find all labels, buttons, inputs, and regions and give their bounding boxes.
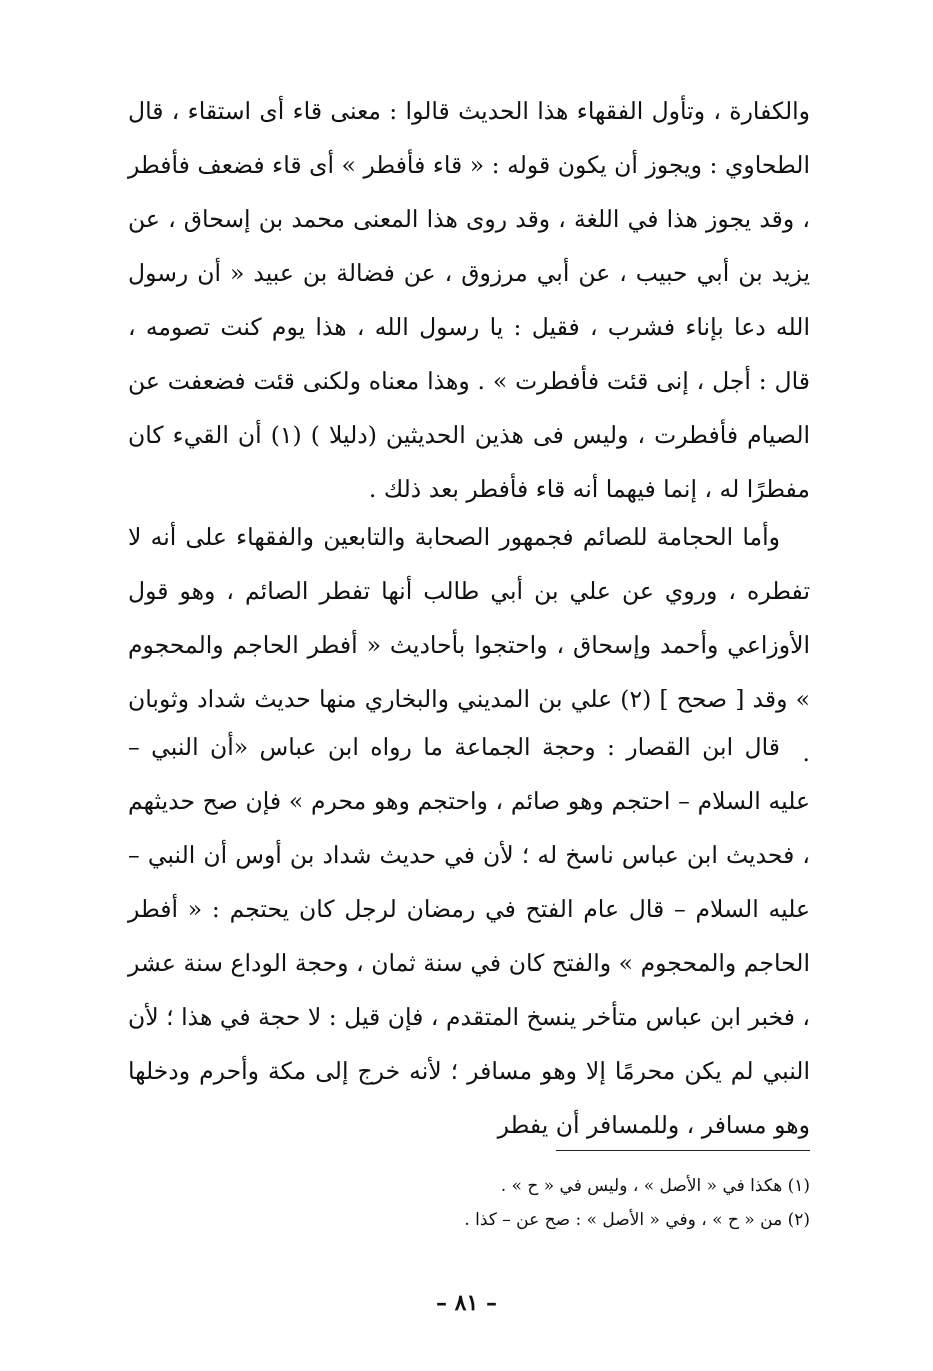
body-paragraph-1: والكفارة ، وتأول الفقهاء هذا الحديث قالوا : معنى قاء أى استقاء ، قال الطحاوي : ويجوز أن يكون قوله : « قاء فأفطر » أى قاء فضعف فأفطر ، وقد يجوز هذا في اللغة ، وقد روى هذا المعنى محمد بن إسحاق ، عن يزيد بن أبي حبيب ، عن أبي مرزوق ، عن فضالة بن عبيد « أن رسول الله دعا بإناء فشرب ، فقيل : يا رسول الله ، هذا يوم كنت تصومه ، قال : أجل ، إنى قئت فأفطرت » . وهذا معناه ولكنى قئت فضعفت عن الصيام فأفطرت ، وليس فى هذين الحديثين (دليلا ) (١) أن القيء كان مفطرًا له ، إنما فيهما أنه قاء فأفطر بعد ذلك . — [128, 97, 811, 503]
footnote-1: (١) هكذا في « الأصل » ، وليس في « ح » . — [500, 1176, 810, 1196]
body-paragraph-3: قال ابن القصار : وحجة الجماعة ما رواه ابن عباس «أن النبي – عليه السلام – احتجم وهو صائم ، واحتجم وهو محرم » فإن صح حديثهم ، فحديث ابن عباس ناسخ له ؛ لأن في حديث شداد بن أوس أن النبي – عليه السلام – قال عام الفتح في رمضان لرجل كان يحتجم : « أفطر الحاجم والمحجوم » والفتح كان في سنة ثمان ، وحجة الوداع سنة عشر ، فخبر ابن عباس متأخر ينسخ المتقدم ، فإن قيل : لا حجة في هذا ؛ لأن النبي لم يكن محرمًا إلا وهو مسافر ؛ لأنه خرج إلى مكة وأحرم ودخلها وهو مسافر ، وللمسافر أن يفطر — [128, 733, 810, 1139]
footnote-separator — [556, 1150, 810, 1151]
footnote-2: (٢) من « ح » ، وفي « الأصل » : صح عن – كذا . — [464, 1210, 810, 1230]
body-paragraph-2: وأما الحجامة للصائم فجمهور الصحابة والتابعين والفقهاء على أنه لا تفطره ، وروي عن علي بن أبي طالب أنها تفطر الصائم ، وهو قول الأوزاعي وأحمد وإسحاق ، واحتجوا بأحاديث « أفطر الحاجم والمحجوم » وقد [ صحح ] (٢) علي بن المديني والبخاري منها حديث شداد وثوبان . — [128, 523, 810, 767]
page-number: – ٨١ – — [436, 1290, 497, 1316]
